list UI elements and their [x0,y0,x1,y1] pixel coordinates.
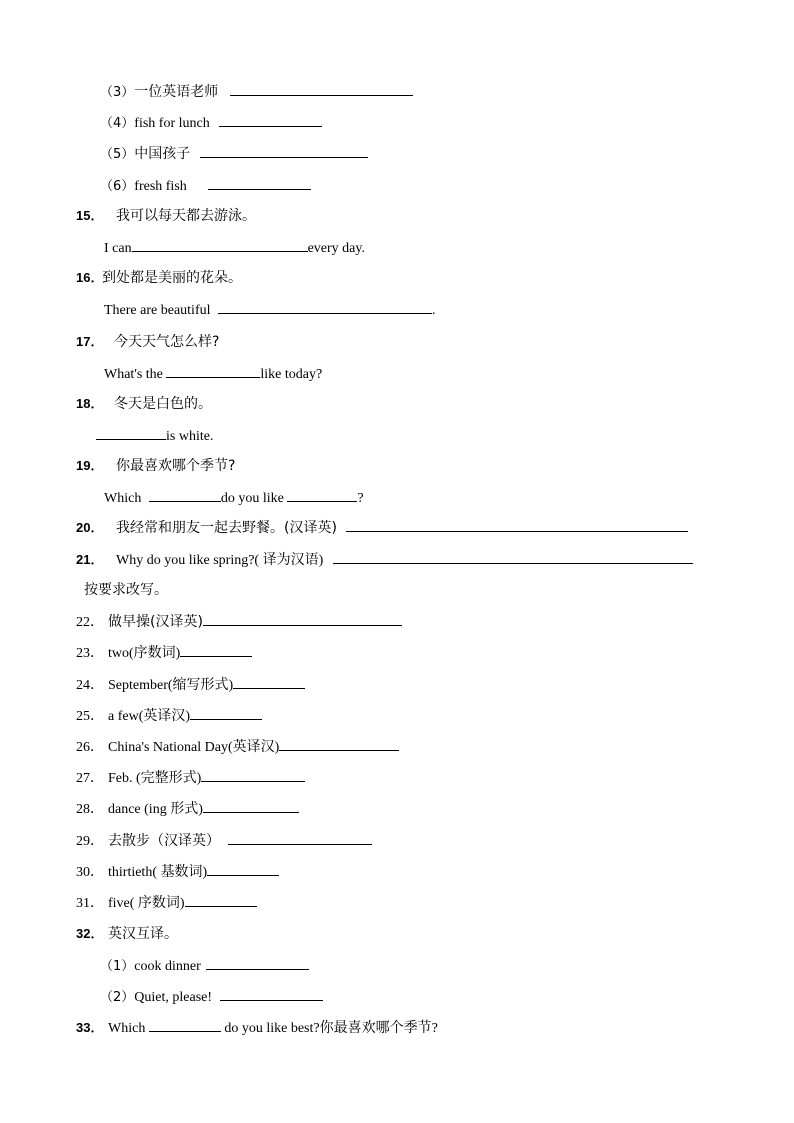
question-number: 32． [76,926,104,941]
sub-number: （5） [100,147,135,162]
answer-blank[interactable] [219,111,322,127]
subitem-5 [100,142,368,166]
suffix-text: do you like best?你最喜欢哪个季节? [224,1021,438,1036]
question-25 [76,704,262,728]
question-number: 26． [76,740,104,755]
question-number: 29． [76,834,104,849]
question-23 [76,641,252,665]
question-text: 我经常和朋友一起去野餐。(汉译英) [116,520,337,536]
question-text: 去散步（汉译英） [108,833,220,849]
question-text: five( 序数词) [108,896,185,911]
answer-blank[interactable] [218,298,432,314]
sub-number: （2） [100,990,135,1005]
question-text: 做早操(汉译英) [108,614,203,630]
section-heading [84,578,168,602]
question-28 [76,797,299,821]
answer-blank[interactable] [333,548,693,564]
answer-blank[interactable] [346,516,688,532]
question-text: 英汉互译。 [108,926,178,942]
question-20 [76,516,688,540]
question-33 [76,1016,438,1040]
answer-blank[interactable] [208,174,311,190]
question-19-answer [104,486,364,510]
question-19 [76,454,235,478]
question-text: thirtieth( 基数词) [108,865,208,880]
prompt-text: 一位英语老师 [134,84,219,100]
question-number: 28． [76,802,104,817]
question-text: Feb. (完整形式) [108,771,202,786]
middle-text: do you like [220,491,284,506]
question-text: China's National Day(英译汉) [108,740,280,755]
answer-blank[interactable] [233,673,305,689]
subitem-32-2 [100,985,323,1009]
subitem-6 [100,174,311,198]
answer-blank[interactable] [149,1016,221,1032]
question-17 [76,330,219,354]
answer-blank[interactable] [96,424,166,440]
question-32 [76,922,178,946]
answer-blank[interactable] [203,797,299,813]
suffix-text: like today? [260,367,323,382]
question-16 [76,266,242,290]
question-30 [76,860,279,884]
question-29 [76,829,372,853]
answer-blank[interactable] [203,610,402,626]
question-text: 到处都是美丽的花朵。 [102,270,242,286]
answer-blank[interactable] [206,954,309,970]
answer-blank[interactable] [220,985,323,1001]
question-22 [76,610,402,634]
subitem-32-1 [100,954,309,978]
answer-blank[interactable] [201,766,305,782]
answer-blank[interactable] [190,704,262,720]
question-number: 20． [76,520,104,535]
prompt-text: Quiet, please! [134,990,213,1005]
prefix-text: Which [108,1021,146,1036]
question-number: 24． [76,678,104,693]
question-text: 你最喜欢哪个季节? [116,458,236,474]
question-number: 25． [76,709,104,724]
question-number: 30． [76,865,104,880]
question-number: 33． [76,1020,104,1035]
question-16-answer [104,298,436,322]
prefix-text: Which [104,491,142,506]
sub-number: （3） [100,85,135,100]
suffix-text: is white. [166,429,214,444]
question-31 [76,891,257,915]
question-15 [76,204,256,228]
answer-blank[interactable] [279,735,399,751]
question-text: 我可以每天都去游泳。 [116,208,256,224]
question-number: 31． [76,896,104,911]
question-text: dance (ing 形式) [108,802,203,817]
question-18 [76,392,212,416]
prefix-text: What's the [104,367,163,382]
sub-number: （1） [100,959,135,974]
answer-blank[interactable] [132,236,308,252]
answer-blank[interactable] [228,829,372,845]
prompt-text: 中国孩子 [134,146,191,162]
subitem-4 [100,111,322,135]
question-15-answer [104,236,365,260]
answer-blank[interactable] [149,486,221,502]
answer-blank[interactable] [166,362,260,378]
question-text: two(序数词) [108,646,181,661]
answer-blank[interactable] [230,80,413,96]
question-text: September(缩写形式) [108,678,234,693]
question-number: 16． [76,270,104,285]
question-17-answer [104,362,322,386]
prompt-text: fish for lunch [134,116,210,131]
prefix-text: There are beautiful [104,303,211,318]
sub-number: （6） [100,179,135,194]
answer-blank[interactable] [200,142,368,158]
answer-blank[interactable] [287,486,357,502]
question-27 [76,766,305,790]
question-number: 15． [76,208,104,223]
suffix-text: every day. [307,241,365,256]
question-number: 23． [76,646,104,661]
subitem-3 [100,80,413,104]
question-18-answer [96,424,213,448]
question-number: 27． [76,771,104,786]
question-21 [76,548,693,572]
answer-blank[interactable] [180,641,252,657]
prompt-text: fresh fish [134,179,187,194]
question-number: 19． [76,458,104,473]
question-number: 21． [76,552,104,567]
question-text: Why do you like spring?( 译为汉语) [116,553,324,568]
question-number: 22． [76,615,104,630]
suffix-text: ? [357,491,364,506]
sub-number: （4） [100,116,135,131]
question-text: 今天天气怎么样? [114,334,220,350]
section-title: 按要求改写。 [84,582,168,598]
prompt-text: cook dinner [134,959,201,974]
question-number: 18． [76,396,104,411]
prefix-text: I can [104,241,132,256]
question-text: 冬天是白色的。 [114,396,212,412]
question-number: 17． [76,334,104,349]
question-24 [76,673,305,697]
answer-blank[interactable] [185,891,257,907]
suffix-text: . [432,303,436,318]
answer-blank[interactable] [207,860,279,876]
question-26 [76,735,399,759]
question-text: a few(英译汉) [108,709,191,724]
